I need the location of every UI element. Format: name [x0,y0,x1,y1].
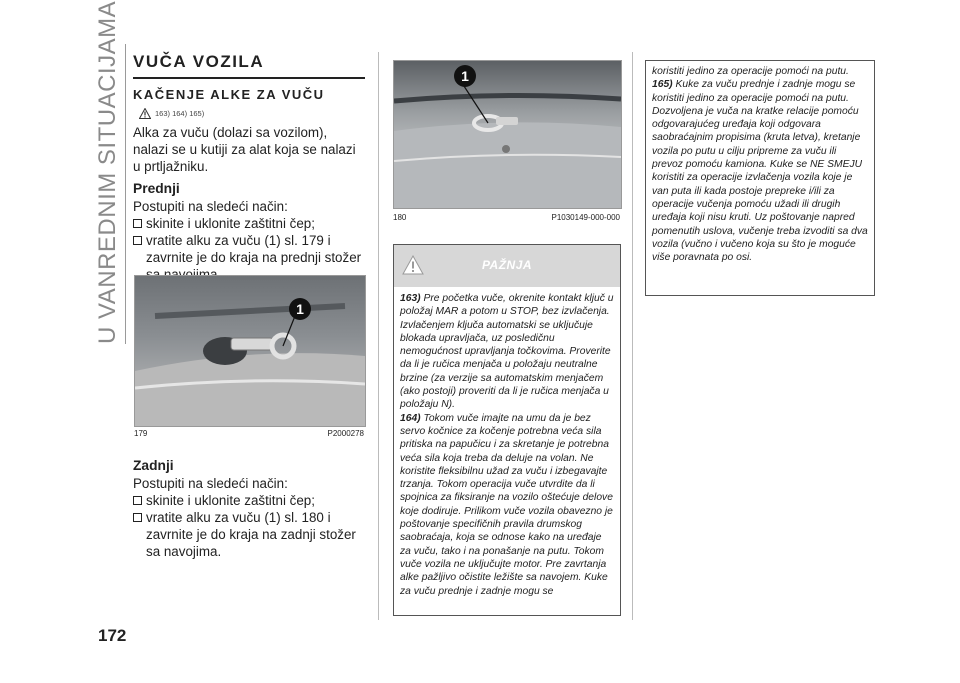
warning-paragraph: Pre početka vuče, okrenite kontakt ključ u položaj MAR a potom u STOP, bez izvlačenja. Izvlačenjem ključa automatski se uključuje blokada upravljača, uz posledičnu nemogućnost upravljanja točkovima. Proverite da li je ručica menjača u položaju neutralne brzine (za verzije sa automatskim menjačem (ako postoji) proveriti da li je ručica menjača u položaju N). [400,293,614,411]
main-column [133,52,365,283]
list-item [133,492,365,509]
subsection-title: KAČENJE ALKE ZA VUČU [133,87,325,102]
front-heading: Prednji [133,181,180,196]
figure-179-photo [134,275,366,427]
page-number: 172 [98,626,127,645]
warning-title: PAŽNJA [481,258,533,272]
front-tow-hook-illustration [135,276,365,426]
figure-code: P2000278 [327,429,364,438]
figure-number: 180 [393,213,407,222]
warning-box-continued [645,60,875,296]
rear-tow-hook-illustration [394,61,621,208]
warning-number: 165) [652,79,673,91]
callout-1: 1 [289,298,311,320]
list-item [133,509,365,560]
warning-header [394,245,620,287]
warning-text [646,61,874,264]
rear-lead: Postupiti na sledeći način: [133,476,288,491]
warning-references [139,108,365,119]
warning-refs-text: 163) 164) 165) [155,109,205,118]
side-tab-label: U VANREDNIM SITUACIJAMA [94,0,121,344]
warning-number: 164) [400,412,421,424]
list-item-text: vratite alku za vuču (1) sl. 179 i zavrnite je do kraja na prednji stožer [146,233,362,265]
warning-text [394,287,620,598]
callout-1: 1 [454,65,476,87]
warning-paragraph: Tokom vuče imajte na umu da je bez servo kočnice za kočenje potrebna veća sila pritiska na papučicu i za skretanje je potrebna veća sila koja treba da deluje na volan. Ne koristite fleksibilnu užad za vuču i izbegavajte trzanja. Tokom operacija vuče utvrdite da li spojnica za fiksiranje na vozilo oštećuje delove koje dodiruje. Prilikom vuče vozila obavezno je poštovanje specifičnih pravila drumskog saobraćaja, koja se odnose kako na uređaje za vuču, tako i na ponašanje na putu. Tokom vuče vozila ne uključujte motor. Pre zavrtanja alke pažljivo očistite ležište sa navojem. Kuke za vuču prednje i zadnje mogu se [400,412,613,597]
list-item [133,215,365,232]
warning-triangle-icon [139,108,151,119]
section-title: VUČA VOZILA [133,52,265,71]
rear-heading: Zadnji [133,458,174,473]
rear-section [133,452,365,560]
checkbox-bullet-icon [133,513,142,522]
figure-number: 179 [134,429,148,438]
warning-paragraph: koristiti jedino za operacije pomoći na putu. [652,66,849,77]
side-tab [90,0,126,344]
figure-179-caption [134,429,364,438]
list-item-text: skinite i uklonite zaštitni čep; [146,216,315,231]
warning-paragraph: Kuke za vuču prednje i zadnje mogu se koristiti jedino za operacije pomoći na putu. Dozvoljena je vuča na kratke relacije pomoću odgovarajućeg uređaja koji odgovara saobraćajnim propisima (kruta letva), kretanje vozila po putu u cilju pripreme za vuču ili prevoz pomoću kamiona. Kuke se NE SMEJU koristiti za operacije izvlačenja vozila koje je van puta ili kada postoje prepreke i/ili za operacije vučenja pomoću užadi ili drugih uređaja koji nisu kruti. Uz poštovanje napred pomenutih uslova, vučenje treba izvoditi sa dva vozila (vučno i vučeno koja su što je moguće više poravnata po osi. [652,79,868,264]
intro-text: Alka za vuču (dolazi sa vozilom), nalazi se u kutiji za alat koja se nalazi u prtljažniku. [133,125,356,174]
checkbox-bullet-icon [133,219,142,228]
checkbox-bullet-icon [133,236,142,245]
list-item-text: vratite alku za vuču (1) sl. 180 i zavrnite je do kraja na zadnji stožer sa navojima. [146,510,356,559]
warning-box [393,244,621,616]
figure-180-photo [393,60,622,209]
warning-number: 163) [400,293,421,304]
column-divider [632,52,633,620]
figure-code: P1030149-000-000 [551,213,620,222]
column-divider [378,52,379,620]
list-item-text: skinite i uklonite zaštitni čep; [146,493,315,508]
side-tab-rule [125,44,127,344]
figure-180-caption [393,213,620,222]
checkbox-bullet-icon [133,496,142,505]
title-rule [133,77,365,79]
front-lead: Postupiti na sledeći način: [133,199,288,214]
